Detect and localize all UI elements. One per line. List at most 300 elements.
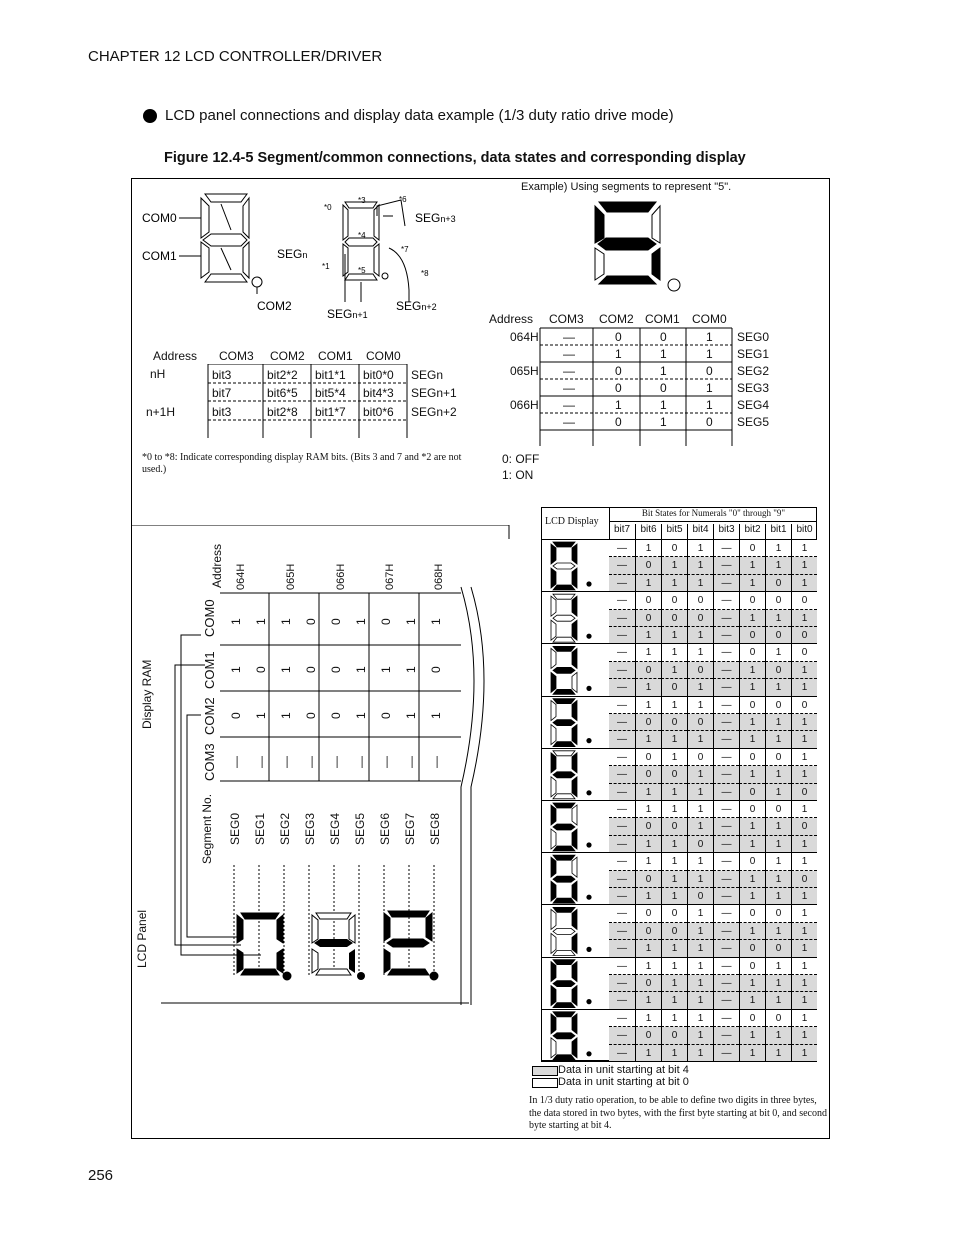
bit-cell: 1: [765, 923, 791, 940]
bit-cell: —: [609, 905, 635, 922]
segment-f: [551, 753, 556, 773]
segment-c: [572, 777, 577, 797]
bit-cell: 0: [687, 749, 713, 766]
tr-cell: 0: [706, 364, 713, 378]
segment-d: [553, 846, 575, 851]
bit-cell: 1: [765, 610, 791, 627]
bit-cell: 0: [661, 766, 687, 783]
tl-header-address: Address: [153, 349, 198, 363]
tr-seg: SEG4: [737, 398, 770, 412]
ram-value: 1: [279, 618, 293, 625]
ram-value: 1: [254, 618, 268, 625]
segment-d: [553, 950, 575, 955]
segment-e: [551, 672, 556, 692]
bit-cell: 1: [791, 575, 817, 592]
bit-cell: 1: [687, 940, 713, 957]
segn1-label: SEGn+1: [327, 307, 368, 321]
bit-cell: 1: [739, 888, 765, 905]
bit-cell: —: [713, 540, 739, 557]
bit-cell: 1: [635, 627, 661, 644]
bit-cell: 1: [791, 749, 817, 766]
bit-cell: 1: [635, 1010, 661, 1027]
segment-a: [553, 960, 575, 965]
bit-cell: —: [713, 818, 739, 835]
bit-cell: 1: [791, 1010, 817, 1027]
tr-cell: —: [563, 330, 575, 344]
bit-cell: —: [609, 940, 635, 957]
bit-cell: 1: [791, 610, 817, 627]
bit-cell: 1: [687, 905, 713, 922]
bit-cell: 0: [635, 610, 661, 627]
numeral-3-icon: [551, 699, 592, 747]
decimal-point: [586, 1051, 591, 1056]
tr-seg: SEG0: [737, 330, 770, 344]
bit-cell: —: [713, 836, 739, 853]
segment-g: [553, 772, 575, 778]
segment-a: [553, 1012, 575, 1017]
segment-d: [553, 1055, 575, 1060]
ram-value: 0: [329, 618, 343, 625]
segment-b: [572, 648, 577, 668]
bit-cell: 1: [765, 731, 791, 748]
segment-d: [553, 637, 575, 642]
star-4-label: *4: [358, 231, 366, 240]
segment-g: [553, 1033, 575, 1039]
segment-e: [551, 1038, 556, 1058]
bit-cell: —: [609, 592, 635, 609]
bit-cell: 0: [765, 697, 791, 714]
bit-cell: 0: [739, 958, 765, 975]
bit-cell: 1: [635, 853, 661, 870]
bit-cell: 0: [661, 540, 687, 557]
bit-cell: 1: [635, 679, 661, 696]
bit-cell: —: [713, 662, 739, 679]
tr-cell: 1: [615, 347, 622, 361]
bit-cell: 0: [791, 784, 817, 801]
tr-address: 064H: [510, 330, 539, 344]
bit-cell: 1: [687, 644, 713, 661]
bit-cell: 0: [635, 923, 661, 940]
bit-cell: —: [609, 871, 635, 888]
bit-cell: 0: [739, 905, 765, 922]
segment-label-6: SEG6: [378, 812, 392, 845]
star-5-label: *5: [358, 266, 366, 275]
segment-label-2: SEG2: [278, 812, 292, 845]
tl-header-com1: COM1: [318, 349, 353, 363]
bit-cell: 0: [635, 1027, 661, 1044]
bit-cell: 1: [739, 871, 765, 888]
segn2-label: SEGn+2: [396, 299, 437, 313]
bit-cell: 1: [687, 801, 713, 818]
segment-g: [553, 824, 575, 830]
bit-cell: 1: [791, 940, 817, 957]
ram-value: 1: [354, 618, 368, 625]
bit-cell: —: [609, 1010, 635, 1027]
segment-b: [572, 962, 577, 982]
bit-header-bit4: bit4: [687, 524, 713, 539]
numeral-9-icon: [551, 1012, 592, 1060]
tr-cell: 1: [706, 330, 713, 344]
tr-address: 065H: [510, 364, 539, 378]
bit-cell: 1: [765, 836, 791, 853]
ram-value: 1: [404, 712, 418, 719]
bit-cell: —: [609, 784, 635, 801]
bit-cell: 0: [687, 888, 713, 905]
bit-cell: 1: [739, 1027, 765, 1044]
bit-cell: 1: [791, 1045, 817, 1062]
bit-cell: —: [713, 905, 739, 922]
segment-b: [572, 857, 577, 877]
tl-addr-nh: nH: [150, 367, 166, 381]
tr-cell: 0: [660, 381, 667, 395]
bit-cell: 0: [635, 905, 661, 922]
segment-e: [551, 568, 556, 588]
bit-cell: 0: [661, 905, 687, 922]
bit-cell: 1: [687, 853, 713, 870]
legend-shaded-swatch: [532, 1066, 558, 1076]
segment-e: [551, 933, 556, 953]
bit-cell: 0: [635, 871, 661, 888]
bit-cell: 1: [739, 992, 765, 1009]
bit-cell: —: [609, 766, 635, 783]
tr-cell: —: [563, 364, 575, 378]
tl-cell: bit7: [212, 386, 232, 400]
bit-cell: 1: [791, 801, 817, 818]
tr-cell: 1: [660, 398, 667, 412]
ram-value: 0: [329, 666, 343, 673]
bit-cell: 1: [791, 557, 817, 574]
bit-cell: 0: [739, 1010, 765, 1027]
bit-cell: 0: [635, 662, 661, 679]
bit-cell: 0: [791, 871, 817, 888]
bit-cell: 1: [765, 784, 791, 801]
segment-a: [553, 594, 575, 599]
decimal-point: [586, 790, 591, 795]
bit-cell: 0: [661, 1027, 687, 1044]
bit-cell: —: [609, 749, 635, 766]
bit-cell: 0: [765, 575, 791, 592]
bit-cell: 0: [687, 592, 713, 609]
tr-cell: 1: [706, 347, 713, 361]
bit-cell: 1: [687, 958, 713, 975]
ram-value: 1: [279, 712, 293, 719]
segment-f: [551, 648, 556, 668]
tr-header-com1: COM1: [645, 312, 680, 326]
bit-cell: 0: [635, 557, 661, 574]
bit-cell: 1: [739, 610, 765, 627]
tr-seg: SEG5: [737, 415, 770, 429]
bit-cell: 0: [661, 923, 687, 940]
bit-cell: 1: [739, 575, 765, 592]
bit-cell: 1: [765, 958, 791, 975]
segment-g: [553, 563, 575, 569]
tl-cell: bit6*5: [267, 386, 298, 400]
ram-value: 0: [379, 618, 393, 625]
segment-a: [553, 751, 575, 756]
bit-cell: 1: [661, 801, 687, 818]
bit-cell: 0: [687, 836, 713, 853]
segment-f: [551, 805, 556, 825]
bit-cell: 1: [687, 923, 713, 940]
star-3-label: *3: [358, 196, 366, 205]
segment-a: [553, 542, 575, 547]
tr-seg: SEG1: [737, 347, 770, 361]
segment-label-1: SEG1: [253, 812, 267, 845]
ram-value: 1: [429, 712, 443, 719]
bit-cell: —: [609, 540, 635, 557]
bit-cell: 0: [791, 818, 817, 835]
bit-cell: —: [609, 575, 635, 592]
bit-cell: 0: [635, 749, 661, 766]
bit-cell: 0: [765, 662, 791, 679]
tr-cell: —: [563, 381, 575, 395]
tr-header-com0: COM0: [692, 312, 727, 326]
star-7-label: *7: [401, 245, 409, 254]
ram-value: 0: [254, 666, 268, 673]
tl-cell: bit1*1: [315, 368, 346, 382]
bit-cell: 0: [739, 940, 765, 957]
bit-cell: 1: [791, 714, 817, 731]
numeral-4-icon: [551, 751, 592, 799]
bit-cell: —: [713, 749, 739, 766]
bit-cell: 0: [635, 592, 661, 609]
tr-cell: 0: [615, 330, 622, 344]
ram-value: 1: [354, 712, 368, 719]
bit-cell: 1: [687, 1010, 713, 1027]
tl-seg: SEGn+1: [411, 386, 457, 400]
segment-e: [551, 777, 556, 797]
ram-value: —: [279, 756, 293, 768]
bit-cell: 1: [739, 557, 765, 574]
tl-cell: bit1*7: [315, 405, 346, 419]
numeral-digit-icons: [541, 539, 609, 1061]
bit-cell: —: [713, 975, 739, 992]
page-number: 256: [88, 1167, 114, 1184]
bit-cell: 1: [765, 888, 791, 905]
decimal-point: [586, 999, 591, 1004]
bit-cell: 1: [739, 923, 765, 940]
segment-f: [551, 701, 556, 721]
bit-cell: —: [713, 697, 739, 714]
com0-label: COM0: [142, 211, 177, 225]
numeral-7-icon: [551, 907, 592, 955]
decimal-point: [586, 738, 591, 743]
tl-header-com3: COM3: [219, 349, 254, 363]
bit-header-bit0: bit0: [791, 524, 817, 539]
bit-cell: 1: [635, 801, 661, 818]
bit-cell: 1: [687, 731, 713, 748]
bit-header-bit1: bit1: [765, 524, 791, 539]
bit-cell: 1: [765, 1027, 791, 1044]
segment-a: [553, 646, 575, 651]
segment-b: [572, 596, 577, 616]
ram-value: —: [379, 756, 393, 768]
segment-f: [551, 544, 556, 564]
bit-cell: 1: [791, 888, 817, 905]
bit-cell: —: [609, 888, 635, 905]
tr-cell: 1: [706, 398, 713, 412]
bit-cell: 1: [765, 992, 791, 1009]
bit-cell: 1: [791, 731, 817, 748]
segment-b: [572, 1014, 577, 1034]
bit-header-bit6: bit6: [635, 524, 661, 539]
segment-b: [572, 701, 577, 721]
tl-cell: bit0*0: [363, 368, 394, 382]
segment-connection-diagram: [131, 178, 511, 328]
ram-value: 1: [404, 666, 418, 673]
bit-cell: 0: [791, 644, 817, 661]
segment-b: [572, 909, 577, 929]
tr-header-com3: COM3: [549, 312, 584, 326]
bit-cell: 1: [765, 644, 791, 661]
segment-a: [553, 855, 575, 860]
bit-cell: 1: [635, 731, 661, 748]
bit-cell: —: [609, 714, 635, 731]
segment-f: [551, 1014, 556, 1034]
com-row-label-3: COM3: [202, 743, 217, 781]
ram-value: 0: [429, 666, 443, 673]
bit-cell: 1: [765, 714, 791, 731]
segment-g: [553, 720, 575, 726]
ram-value: —: [254, 756, 268, 768]
bit-cell: 1: [739, 731, 765, 748]
segment-label-4: SEG4: [328, 812, 342, 845]
bit-header-bit2: bit2: [739, 524, 765, 539]
segment-c: [572, 672, 577, 692]
bit-cell: 1: [661, 627, 687, 644]
bit-cell: 1: [661, 784, 687, 801]
address-label-2: 066H: [335, 563, 347, 590]
tr-header-com2: COM2: [599, 312, 634, 326]
tl-cell: bit0*6: [363, 405, 394, 419]
bit-cell: 1: [739, 975, 765, 992]
numeral-1-icon: [551, 594, 592, 642]
bit-cell: —: [609, 1027, 635, 1044]
segment-label-7: SEG7: [403, 812, 417, 845]
ram-value: 1: [229, 666, 243, 673]
segment-d: [553, 1003, 575, 1008]
bit-cell: 0: [791, 592, 817, 609]
bit-cell: 0: [739, 853, 765, 870]
segment-c: [572, 986, 577, 1006]
bit-cell: 1: [635, 1045, 661, 1062]
bit-cell: —: [713, 992, 739, 1009]
segment-d: [553, 585, 575, 590]
bit-cell: 1: [765, 1045, 791, 1062]
ram-value: 0: [304, 666, 318, 673]
example-caption: Example) Using segments to represent "5".: [521, 181, 732, 193]
bit-cell: 1: [765, 871, 791, 888]
tl-cell: bit3: [212, 368, 232, 382]
com2-label: COM2: [257, 299, 292, 313]
numeral-0-icon: [551, 542, 592, 590]
bit-cell: 1: [687, 818, 713, 835]
tr-cell: 0: [615, 381, 622, 395]
segment-f: [551, 596, 556, 616]
bit-cell: —: [713, 853, 739, 870]
bit-cell: 1: [791, 679, 817, 696]
bit-cell: —: [609, 923, 635, 940]
bit-cell: 0: [765, 749, 791, 766]
tr-cell: 0: [615, 364, 622, 378]
bit-cell: —: [713, 610, 739, 627]
star-1-label: *1: [322, 262, 330, 271]
tr-cell: —: [563, 398, 575, 412]
lcd-panel-label: LCD Panel: [135, 909, 149, 968]
bit-cell: —: [713, 888, 739, 905]
legend-on: 1: ON: [502, 468, 534, 482]
segment-e: [551, 620, 556, 640]
bit-cell: 1: [635, 836, 661, 853]
bit-cell: 1: [791, 766, 817, 783]
segment-b: [572, 805, 577, 825]
bit-cell: 1: [765, 766, 791, 783]
bit-cell: 1: [687, 540, 713, 557]
figure-title: Figure 12.4-5 Segment/common connections, data states and corresponding display: [164, 150, 746, 166]
tr-cell: 1: [660, 415, 667, 429]
legend-bit0: Data in unit starting at bit 0: [558, 1076, 689, 1088]
bit-cell: —: [713, 1010, 739, 1027]
decimal-point: [586, 895, 591, 900]
bit-cell: 1: [687, 766, 713, 783]
segment-d: [553, 689, 575, 694]
segment-e: [551, 986, 556, 1006]
bit-cell: 1: [687, 1027, 713, 1044]
bit-cell: 1: [791, 958, 817, 975]
ram-value: 1: [279, 666, 293, 673]
bit-cell: 0: [739, 801, 765, 818]
bit-table-title: Bit States for Numerals "0" through "9": [641, 508, 786, 518]
bit-cell: —: [609, 731, 635, 748]
segment-g: [553, 615, 575, 621]
bit-table-divider: [609, 521, 817, 522]
segment-c: [572, 881, 577, 901]
digit-5-example: [590, 198, 690, 298]
display-ram-diagram: [131, 525, 511, 1025]
bit-cell: 1: [661, 731, 687, 748]
ram-value: 0: [379, 712, 393, 719]
star-0-label: *0: [324, 203, 332, 212]
com-row-label-0: COM0: [202, 599, 217, 637]
bit-cell: 1: [661, 575, 687, 592]
segment-g: [553, 928, 575, 934]
ram-value: —: [404, 756, 418, 768]
bit-header-bit3: bit3: [713, 524, 739, 539]
ram-value: 1: [379, 666, 393, 673]
bit-cell: —: [609, 958, 635, 975]
bit-cell: 0: [635, 818, 661, 835]
numeral-divider: [541, 1061, 609, 1062]
address-label: Address: [210, 543, 224, 588]
bit-cell: 0: [687, 662, 713, 679]
bit-cell: 1: [791, 540, 817, 557]
ram-value: 1: [254, 712, 268, 719]
segment-f: [551, 909, 556, 929]
bit-cell: 0: [687, 714, 713, 731]
decimal-point: [586, 686, 591, 691]
bit-cell: —: [609, 853, 635, 870]
bit-cell: —: [713, 1045, 739, 1062]
bit-cell: —: [713, 958, 739, 975]
numeral-2-icon: [551, 646, 592, 694]
segment-c: [572, 829, 577, 849]
segment-g: [553, 667, 575, 673]
bit-cell: —: [713, 679, 739, 696]
bit-cell: 1: [687, 975, 713, 992]
ram-value: 0: [329, 712, 343, 719]
bit-cell: 1: [635, 992, 661, 1009]
ram-value: 1: [429, 618, 443, 625]
